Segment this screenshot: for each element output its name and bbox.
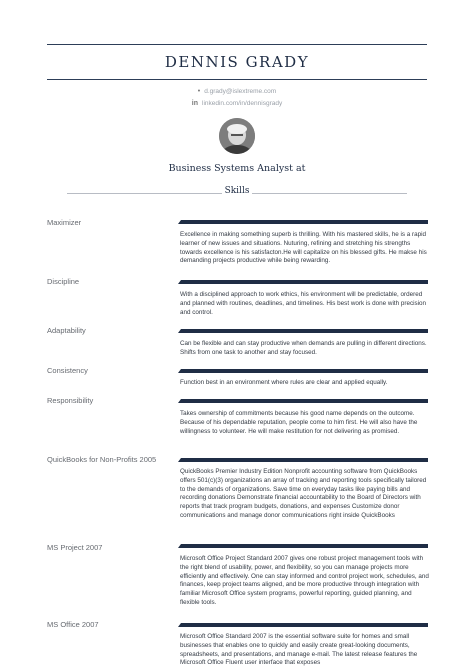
skill-description: With a disciplined approach to work ethics, his environment will be predictable, ordered and planned with routines, deadlines, and timelines. His best work is done with precision and control. (180, 291, 427, 316)
skill-name: Discipline (47, 277, 80, 286)
section-title: Skills (224, 186, 250, 196)
skill-name: Responsibility (47, 396, 94, 405)
skill-level-bar (178, 329, 428, 333)
skill-description: Excellence in making something superb is thrilling. With his mastered skills, he is a rapid learner of new issues and situations. Nuturing, refining and stretching his strengths towards excellence is his satisfacton.He will capitalize on his blessed gifts. He makse his demanding projects productive while being rewarding. (180, 231, 427, 265)
skill-name: QuickBooks for Non-Profits 2005 (47, 455, 157, 464)
skill-level-bar (178, 220, 428, 224)
linkedin-line[interactable] (0, 100, 474, 107)
skill-description: Function best in an environment where rules are clear and applied equally. (180, 379, 388, 386)
skills-section-header (47, 186, 427, 200)
skill-description: Microsoft Office Standard 2007 is the essential software suite for homes and small businesses that enables one to quickly and easily create great-looking documents, spreadsheets, and presentations, and manage e-mail. The latest release features the Microsoft Office Fluent user interface that exposes (180, 633, 418, 667)
skill-name: Maximizer (47, 218, 82, 227)
email-line[interactable] (0, 88, 474, 95)
skill-description: QuickBooks Premier Industry Edition Nonprofit accounting software from QuickBooks offers 501(c)(3) organizations an array of tracking and reporting tools specifically tailored to the demands of organizations. Save time on everyday tasks like paying bills and recording donations Demonstrate financial accountability to the Board of Directors with reports that track program budgets, donations, and expenses Customize donor communications and manage donor communications right inside QuickBooks (180, 468, 427, 519)
skill-level-bar (178, 544, 428, 548)
linkedin-text: linkedin.com/in/dennisgrady (202, 100, 283, 107)
skill-description: Microsoft Office Project Standard 2007 gives one robust project management tools with the right blend of usability, power, and flexibility, so you can manage projects more efficiently and effectively. One can stay informed and control project work, schedules, and finances, keep project teams aligned, and be more productive through integration with familiar Microsoft Office system programs, powerful reporting, guided planning, and flexible tools. (180, 555, 429, 606)
avatar (219, 118, 255, 154)
skill-description: Can be flexible and can stay productive when demands are pulling in different directions. Shifts from one task to another and stay focused. (180, 340, 427, 356)
skill-name: Adaptability (47, 326, 86, 335)
email-text: d.grady@islextreme.com (204, 88, 277, 95)
email-icon: • (197, 88, 201, 95)
skill-name: MS Office 2007 (47, 620, 99, 629)
header-top-rule (47, 44, 427, 45)
job-title: Business Systems Analyst at (168, 163, 306, 174)
avatar-photo-icon (219, 118, 255, 154)
section-divider-right (252, 193, 407, 194)
header-bottom-rule (47, 79, 427, 80)
skill-level-bar (178, 369, 428, 373)
skill-level-bar (178, 280, 428, 284)
skill-name: Consistency (47, 366, 88, 375)
skill-description: Takes ownership of commitments because his good name depends on the outcome. Because of his dependable reputation, people come to him first. He will also have the willingness to volunteer. He will make restitution for not delivering as promised. (180, 410, 418, 435)
skill-level-bar (178, 458, 428, 462)
linkedin-icon: in (191, 100, 198, 107)
skill-name: MS Project 2007 (47, 543, 103, 552)
skill-level-bar (178, 399, 428, 403)
candidate-name: DENNIS GRADY (164, 53, 310, 71)
skill-level-bar (178, 623, 428, 627)
